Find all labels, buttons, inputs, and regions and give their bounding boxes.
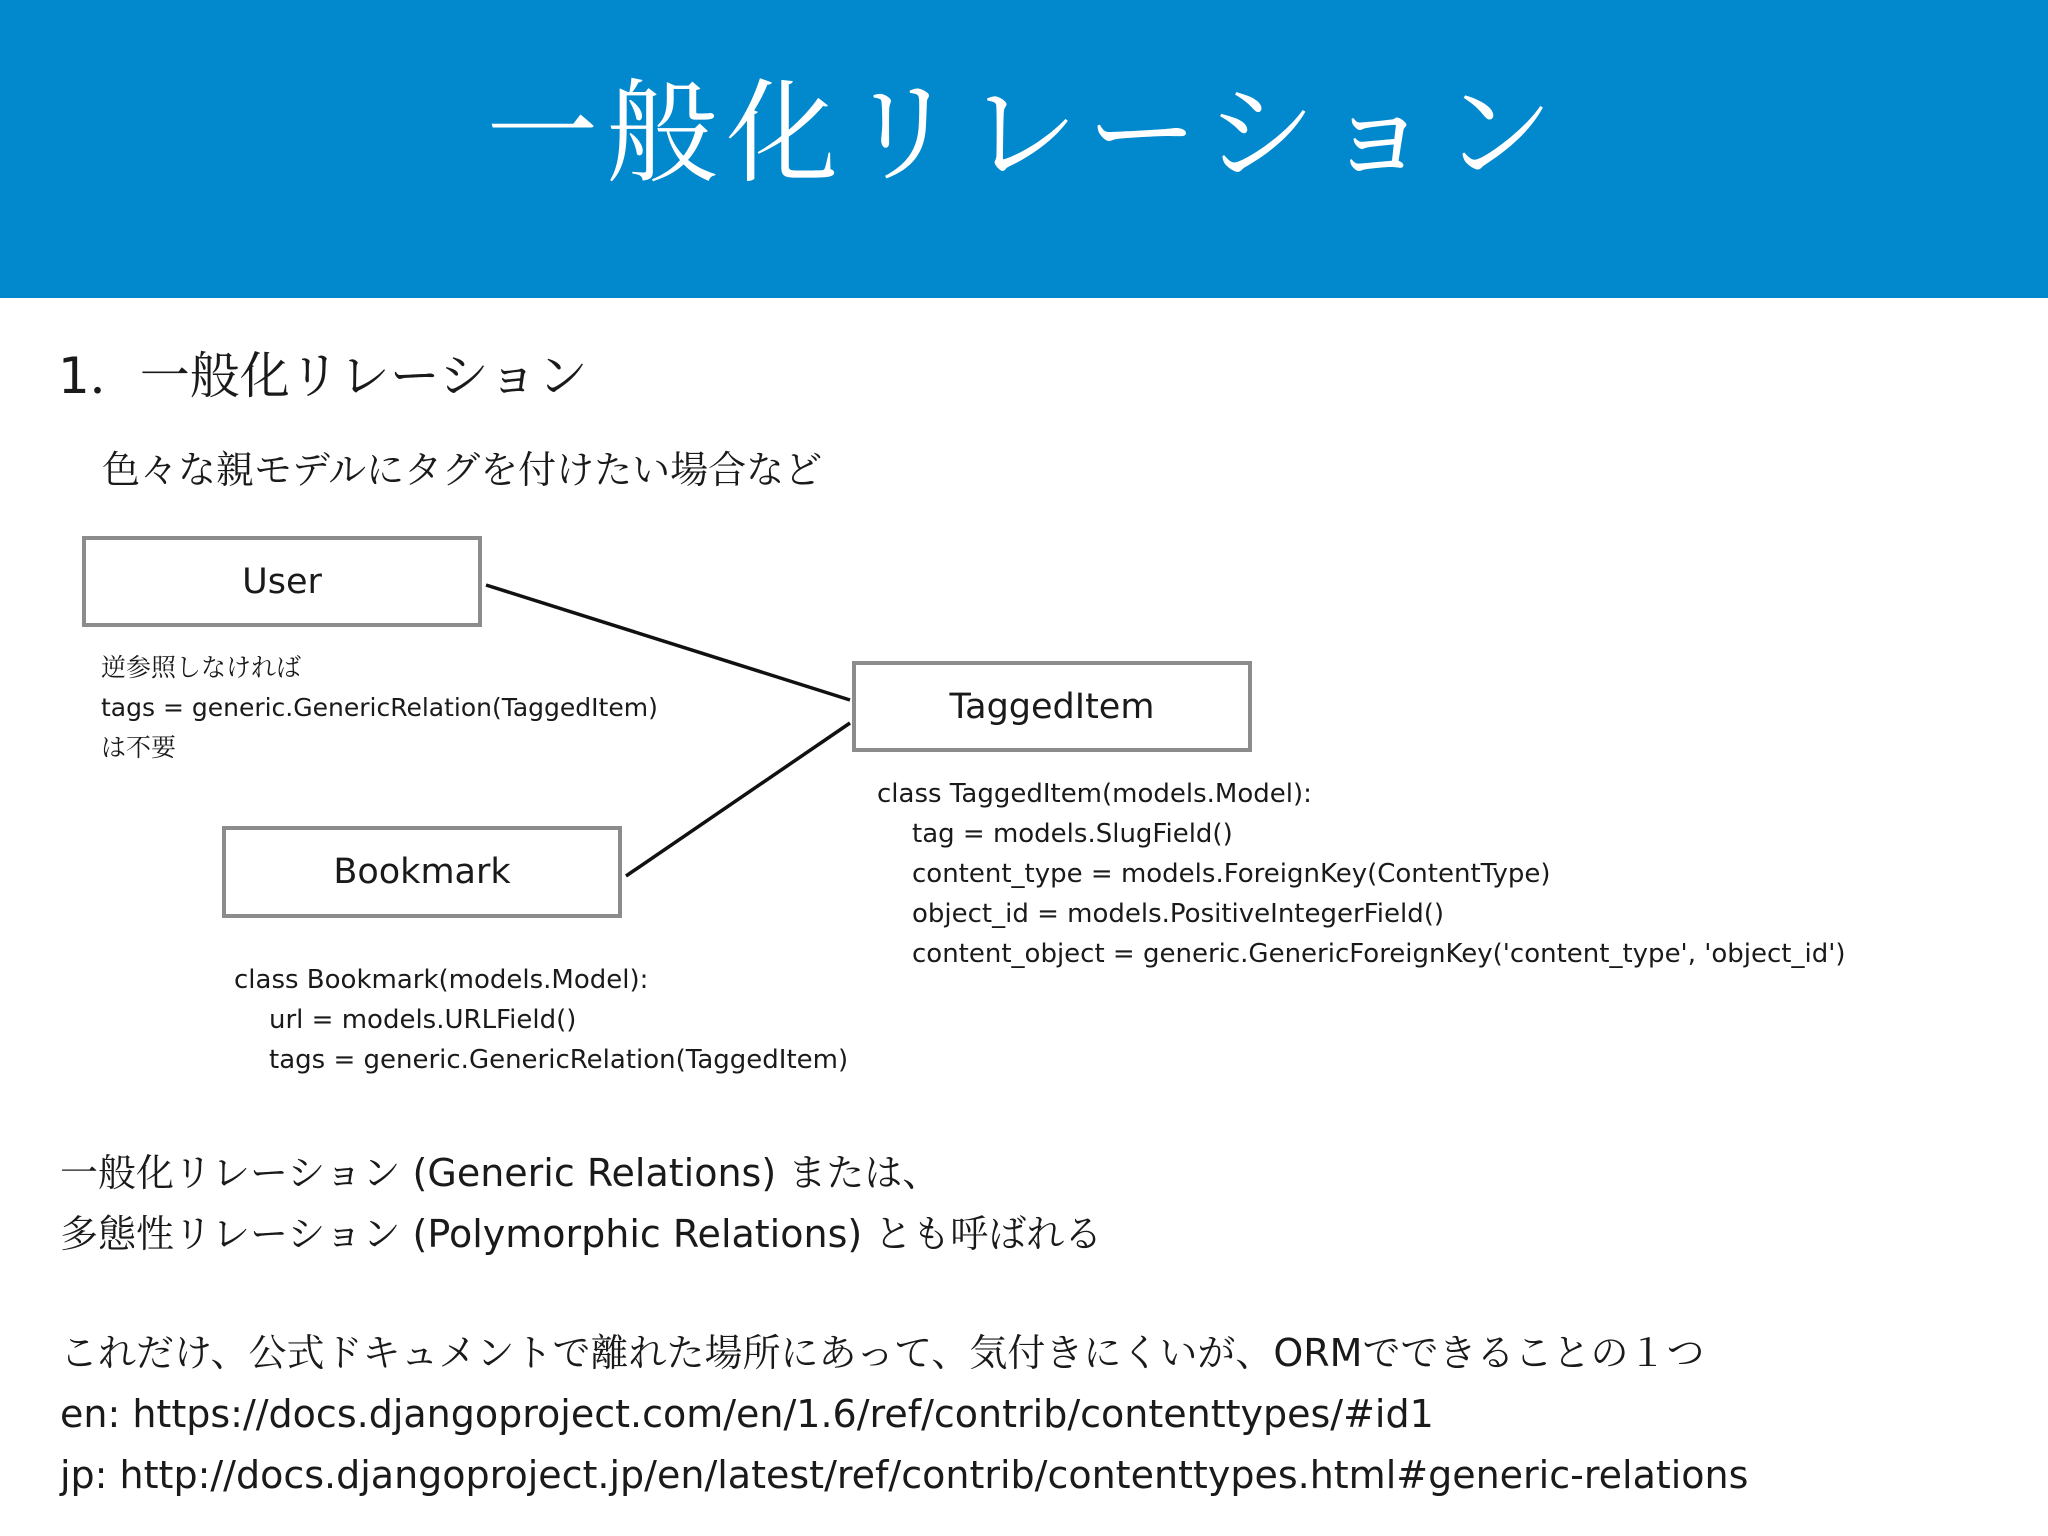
code-line: object_id = models.PositiveIntegerField() (912, 899, 1444, 929)
code-line: tag = models.SlugField() (912, 819, 1233, 849)
connector-bookmark-taggeditem (626, 723, 850, 876)
bookmark-model-box (222, 826, 622, 918)
code-line: class Bookmark(models.Model): (234, 965, 649, 995)
bookmark-model-label: Bookmark (333, 852, 511, 892)
code-line: class TaggedItem(models.Model): (877, 779, 1312, 809)
code-line: tags = generic.GenericRelation(TaggedItem) (269, 1045, 849, 1075)
section-subtitle: 色々な親モデルにタグを付けたい場合など (102, 448, 823, 492)
user-note-line: 逆参照しなければ (101, 653, 302, 682)
slide-title: 一般化リレーション (486, 69, 1562, 199)
user-model-label: User (242, 561, 322, 602)
code-line: url = models.URLField() (269, 1005, 577, 1035)
user-note-line: tags = generic.GenericRelation(TaggedItem) (101, 693, 658, 722)
taggeditem-model-label: TaggedItem (949, 686, 1155, 727)
code-line: content_object = generic.GenericForeignKey('content_type', 'object_id') (912, 939, 1846, 969)
taggeditem-code (877, 774, 1846, 974)
paragraph-line: 多態性リレーション (Polymorphic Relations) とも呼ばれる (60, 1212, 1103, 1256)
docs-paragraph (60, 1323, 1748, 1506)
docs-link-jp[interactable]: jp: http://docs.djangoproject.jp/en/latest/ref/contrib/contenttypes.html#generic-relations (60, 1453, 1749, 1497)
aliases-paragraph (60, 1143, 1102, 1265)
bookmark-code (234, 960, 848, 1080)
paragraph-line: これだけ、公式ドキュメントで離れた場所にあって、気付きにくいが、ORMでできることの１つ (60, 1331, 1705, 1375)
section-heading: 1．一般化リレーション (58, 347, 588, 405)
user-note (101, 648, 658, 768)
user-note-line: は不要 (101, 733, 177, 762)
user-model-box (82, 536, 482, 627)
taggeditem-model-box (852, 661, 1252, 752)
code-line: content_type = models.ForeignKey(ContentType) (912, 859, 1551, 889)
paragraph-line: 一般化リレーション (Generic Relations) または、 (60, 1151, 941, 1195)
docs-link-en[interactable]: en: https://docs.djangoproject.com/en/1.6/ref/contrib/contenttypes/#id1 (60, 1392, 1434, 1436)
